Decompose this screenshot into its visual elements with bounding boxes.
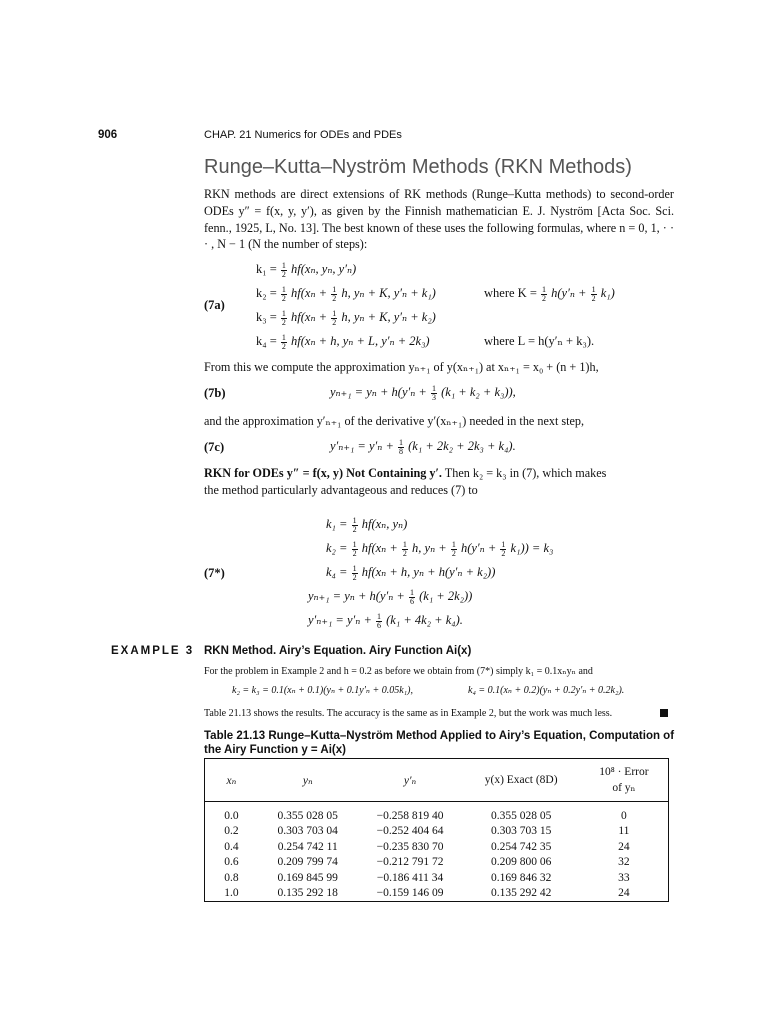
eq7a-where-l: where L = h(y′ₙ + k₃). <box>484 334 595 348</box>
cell-xn: 0.6 <box>224 856 239 869</box>
cell-yprime: −0.159 146 09 <box>376 887 444 900</box>
cell-xn: 0.0 <box>224 809 239 822</box>
cell-yprime: −0.212 791 72 <box>376 856 444 869</box>
example-label: EXAMPLE 3 <box>111 645 195 657</box>
cell-yprime: −0.258 819 40 <box>376 809 444 822</box>
table-header-row <box>205 759 668 802</box>
header-yprime: y′ₙ <box>358 759 463 802</box>
cell-error: 24 <box>618 887 630 900</box>
eq-label-7b: (7b) <box>204 386 226 400</box>
example-line-2b: k₄ = 0.1(xₙ + 0.2)(yₙ + 0.2y′ₙ + 0.2k₂). <box>468 685 625 696</box>
cell-error: 33 <box>618 871 630 884</box>
cell-yprime: −0.235 830 70 <box>376 840 444 853</box>
eq-label-7c: (7c) <box>204 440 225 454</box>
eq7star-ynext: yₙ₊₁ = yₙ + h(y′ₙ + $\frac{1}{6}$ (k₁ + 2k₂)) <box>308 587 473 606</box>
example-title: RKN Method. Airy’s Equation. Airy Function Ai(x) <box>204 645 472 657</box>
cell-yn: 0.355 028 05 <box>277 809 338 822</box>
table-row <box>205 839 668 855</box>
cell-xn: 0.8 <box>224 871 239 884</box>
cell-yn: 0.209 799 74 <box>277 856 338 869</box>
example-line-3: Table 21.13 shows the results. The accuracy is the same as in Example 2, but the work was much less. <box>204 708 613 719</box>
cell-yprime: −0.252 404 64 <box>376 825 444 838</box>
cell-yprime: −0.186 411 34 <box>376 871 444 884</box>
eq7a-where-k: where K = $\frac{1}{2}$ h(y′ₙ + $\frac{1}{2}$ k₁) <box>484 284 615 303</box>
chapter-header: CHAP. 21 Numerics for ODEs and PDEs <box>204 129 402 141</box>
table-row <box>205 855 668 871</box>
cell-yn: 0.169 845 99 <box>277 871 338 884</box>
eq7c: y′ₙ₊₁ = y′ₙ + $\frac{1}{8}$ (k₁ + 2k₂ + 2k₃ + k₄). <box>330 437 516 456</box>
header-error: 10⁸ · Error of yₙ <box>580 759 668 802</box>
eq7a-k1: k₁ = $\frac{1}{2}$ hf(xₙ, yₙ, y′ₙ) <box>256 260 357 279</box>
cell-exact: 0.135 292 42 <box>490 887 552 900</box>
cell-error: 32 <box>618 856 630 869</box>
cell-yn: 0.303 703 04 <box>277 825 338 838</box>
table-caption <box>204 729 674 757</box>
text-from-this: From this we compute the approximation yₙ₊₁ of y(xₙ₊₁) at xₙ₊₁ = x₀ + (n + 1)h, <box>204 360 599 374</box>
results-table <box>205 759 668 901</box>
rkn-text-2: the method particularly advantageous and reduces (7) to <box>204 482 478 497</box>
cell-exact: 0.209 800 06 <box>490 856 552 869</box>
eq7star-k4: k₄ = $\frac{1}{2}$ hf(xₙ + h, yₙ + h(y′ₙ + k₂)) <box>326 563 496 582</box>
example-line-1: For the problem in Example 2 and h = 0.2 as before we obtain from (7*) simply k₁ = 0.1xₙyₙ and <box>204 666 593 677</box>
rkn-heading: RKN for ODEs y″ = f(x, y) Not Containing y′. <box>204 466 442 480</box>
cell-exact: 0.169 846 32 <box>490 871 552 884</box>
table-row <box>205 886 668 902</box>
rkn-text: Then k₂ = k₃ in (7), which makes <box>444 466 607 480</box>
cell-exact: 0.355 028 05 <box>490 809 552 822</box>
table-caption-line-2: the Airy Function y = Ai(x) <box>204 744 346 756</box>
cell-xn: 1.0 <box>224 887 239 900</box>
eq-label-7a: (7a) <box>204 298 225 312</box>
eq-label-7star: (7*) <box>204 566 225 580</box>
eq7a-k2: k₂ = $\frac{1}{2}$ hf(xₙ + $\frac{1}{2}$ h, yₙ + K, y′ₙ + k₁) <box>256 284 436 303</box>
cell-error: 11 <box>618 825 630 838</box>
section-title: Runge–Kutta–Nyström Methods (RKN Methods) <box>204 156 632 178</box>
eq7a-k3: k₃ = $\frac{1}{2}$ hf(xₙ + $\frac{1}{2}$ h, yₙ + K, y′ₙ + k₂) <box>256 308 436 327</box>
eq7star-yprimenext: y′ₙ₊₁ = y′ₙ + $\frac{1}{6}$ (k₁ + 4k₂ + k₄). <box>308 611 463 630</box>
header-yn: yₙ <box>258 759 358 802</box>
cell-yn: 0.135 292 18 <box>277 887 338 900</box>
example-line-2a: k₂ = k₃ = 0.1(xₙ + 0.1)(yₙ + 0.1y′ₙ + 0.05k₁), <box>232 685 413 696</box>
table-row <box>205 824 668 840</box>
eq7star-k2: k₂ = $\frac{1}{2}$ hf(xₙ + $\frac{1}{2}$ h, yₙ + $\frac{1}{2}$ h(y′ₙ + $\frac{1}{2}$ k₁)) = k₃ <box>326 539 554 558</box>
cell-yn: 0.254 742 11 <box>277 840 338 853</box>
header-exact: y(x) Exact (8D) <box>462 759 579 802</box>
results-table-frame <box>204 758 669 902</box>
cell-error: 0 <box>621 809 627 822</box>
page-number: 906 <box>98 129 118 141</box>
end-of-example-mark <box>660 709 668 717</box>
intro-paragraph: RKN methods are direct extensions of RK methods (Runge–Kutta methods) to second-order ODEs y″ = f(x, y, y′), as given by the Finnish mathematician E. J. Nyström [Acta Soc. Sci. fenn., 1925, L, No. 13]. The best known of these uses the following formulas, where n = 0, 1, · · · , N − 1 (N the number of steps): <box>204 187 674 252</box>
text-and-approx: and the approximation y′ₙ₊₁ of the derivative y′(xₙ₊₁) needed in the next step, <box>204 414 585 428</box>
table-row <box>205 808 668 824</box>
cell-xn: 0.4 <box>224 840 239 853</box>
eq7b: yₙ₊₁ = yₙ + h(y′ₙ + $\frac{1}{3}$ (k₁ + k₂ + k₃)), <box>330 383 516 402</box>
cell-xn: 0.2 <box>224 825 239 838</box>
cell-exact: 0.303 703 15 <box>490 825 552 838</box>
eq7a-k4: k₄ = $\frac{1}{2}$ hf(xₙ + h, yₙ + L, y′ₙ + 2k₃) <box>256 332 430 351</box>
table-row <box>205 870 668 886</box>
eq7star-k1: k₁ = $\frac{1}{2}$ hf(xₙ, yₙ) <box>326 515 408 534</box>
rkn-paragraph <box>204 465 674 499</box>
table-caption-line-1: Table 21.13 Runge–Kutta–Nyström Method Applied to Airy’s Equation, Computation of <box>204 730 675 742</box>
header-xn: xₙ <box>205 759 258 802</box>
cell-error: 24 <box>618 840 630 853</box>
cell-exact: 0.254 742 35 <box>490 840 552 853</box>
